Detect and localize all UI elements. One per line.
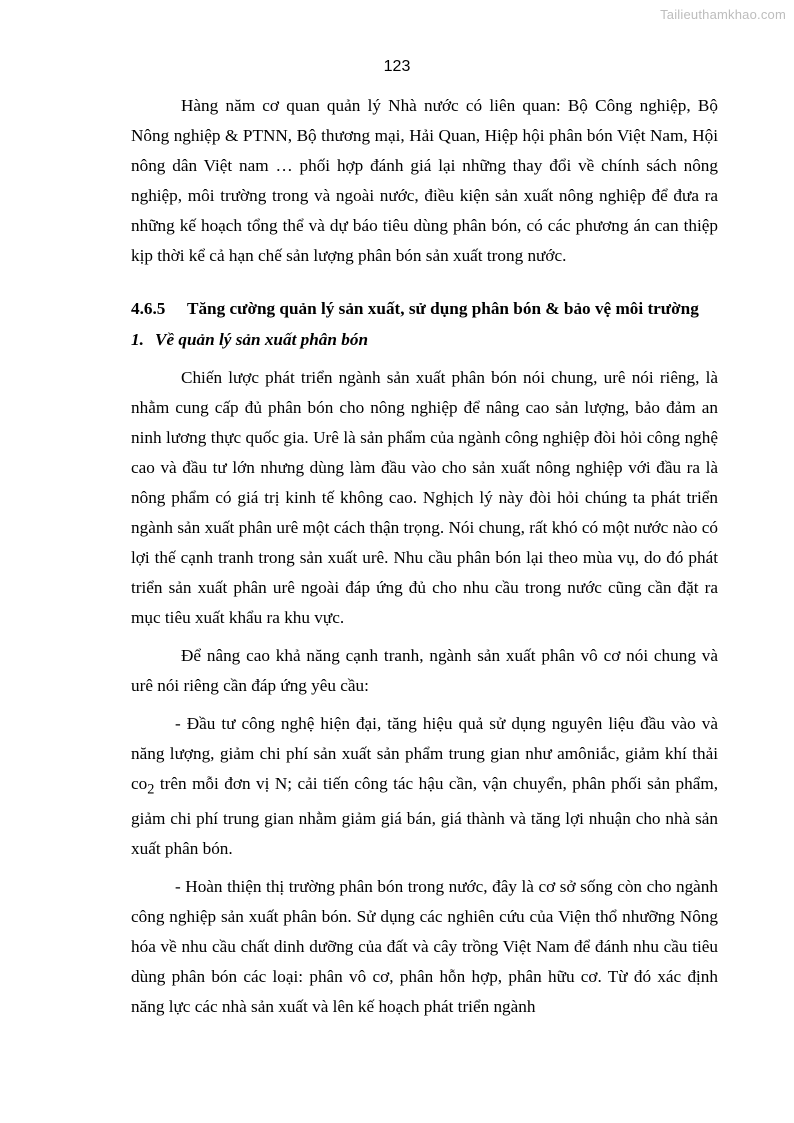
subsection-heading-text: Về quản lý sản xuất phân bón [155,330,368,349]
document-body [131,91,718,1030]
subscript-two: 2 [147,781,155,798]
bullet-technology-investment [131,709,718,864]
section-heading-text: Tăng cường quản lý sản xuất, sử dụng phân bón & bảo vệ môi trường [187,299,699,318]
paragraph-competitiveness: Để nâng cao khả năng cạnh tranh, ngành sản xuất phân vô cơ nói chung và urê nói riêng cần đáp ứng yêu cầu: [131,646,718,695]
watermark: Tailieuthamkhao.com [660,7,786,22]
subsection-heading-number: 1. [131,330,144,349]
bullet-technology-text-after: trên mỗi đơn vị N; cải tiến công tác hậu cần, vận chuyển, phân phối sản phẩm, giảm chi phí trung gian nhằm giảm giá bán, giá thành và tăng lợi nhuận cho nhà sản xuất phân bón. [131,774,718,859]
section-heading [131,293,718,324]
bullet-technology-text-before: - Đầu tư công nghệ hiện đại, tăng hiệu quả sử dụng nguyên liệu đầu vào và năng lượng, giảm chi phí sản xuất sản phẩm trung gian như amôniắc, giảm khí thải co [131,714,718,793]
subsection-heading [131,324,718,355]
bullet-domestic-market: - Hoàn thiện thị trường phân bón trong nước, đây là cơ sở sống còn cho ngành công nghiệp sản xuất phân bón. Sử dụng các nghiên cứu của Viện thổ nhưỡng Nông hóa về nhu cầu chất dinh dưỡng của đất và cây trồng Việt Nam để đánh nhu cầu tiêu dùng phân bón các loại: phân vô cơ, phân hỗn hợp, phân hữu cơ. Từ đó xác định năng lực các nhà sản xuất và lên kế hoạch phát triển ngành [131,877,718,1017]
paragraph-strategy: Chiến lược phát triển ngành sản xuất phân bón nói chung, urê nói riêng, là nhằm cung cấp đủ phân bón cho nông nghiệp để nâng cao sản lượng, bảo đảm an ninh lương thực quốc gia. Urê là sản phẩm của ngành công nghiệp đòi hỏi công nghệ cao và đầu tư lớn nhưng dùng làm đầu vào cho sản xuất nông nghiệp với đầu ra là nông phẩm có giá trị kinh tế không cao. Nghịch lý này đòi hỏi chúng ta phát triển ngành sản xuất phân urê một cách thận trọng. Nói chung, rất khó có một nước nào có lợi thế cạnh tranh trong sản xuất urê. Nhu cầu phân bón lại theo mùa vụ, do đó phát triển sản xuất phân urê ngoài đáp ứng đủ cho nhu cầu trong nước cũng cần đặt ra mục tiêu xuất khẩu ra khu vực. [131,368,718,627]
page-number: 123 [383,58,411,75]
paragraph-annual-review: Hàng năm cơ quan quản lý Nhà nước có liên quan: Bộ Công nghiệp, Bộ Nông nghiệp & PTNN, Bộ thương mại, Hải Quan, Hiệp hội phân bón Việt Nam, Hội nông dân Việt nam … phối hợp đánh giá lại những thay đổi về chính sách nông nghiệp, môi trường trong và ngoài nước, điều kiện sản xuất nông nghiệp để đưa ra những kế hoạch tổng thể và dự báo tiêu dùng phân bón, có các phương án can thiệp kịp thời kể cả hạn chế sản lượng phân bón sản xuất trong nước. [131,96,718,265]
section-heading-number: 4.6.5 [131,299,166,318]
